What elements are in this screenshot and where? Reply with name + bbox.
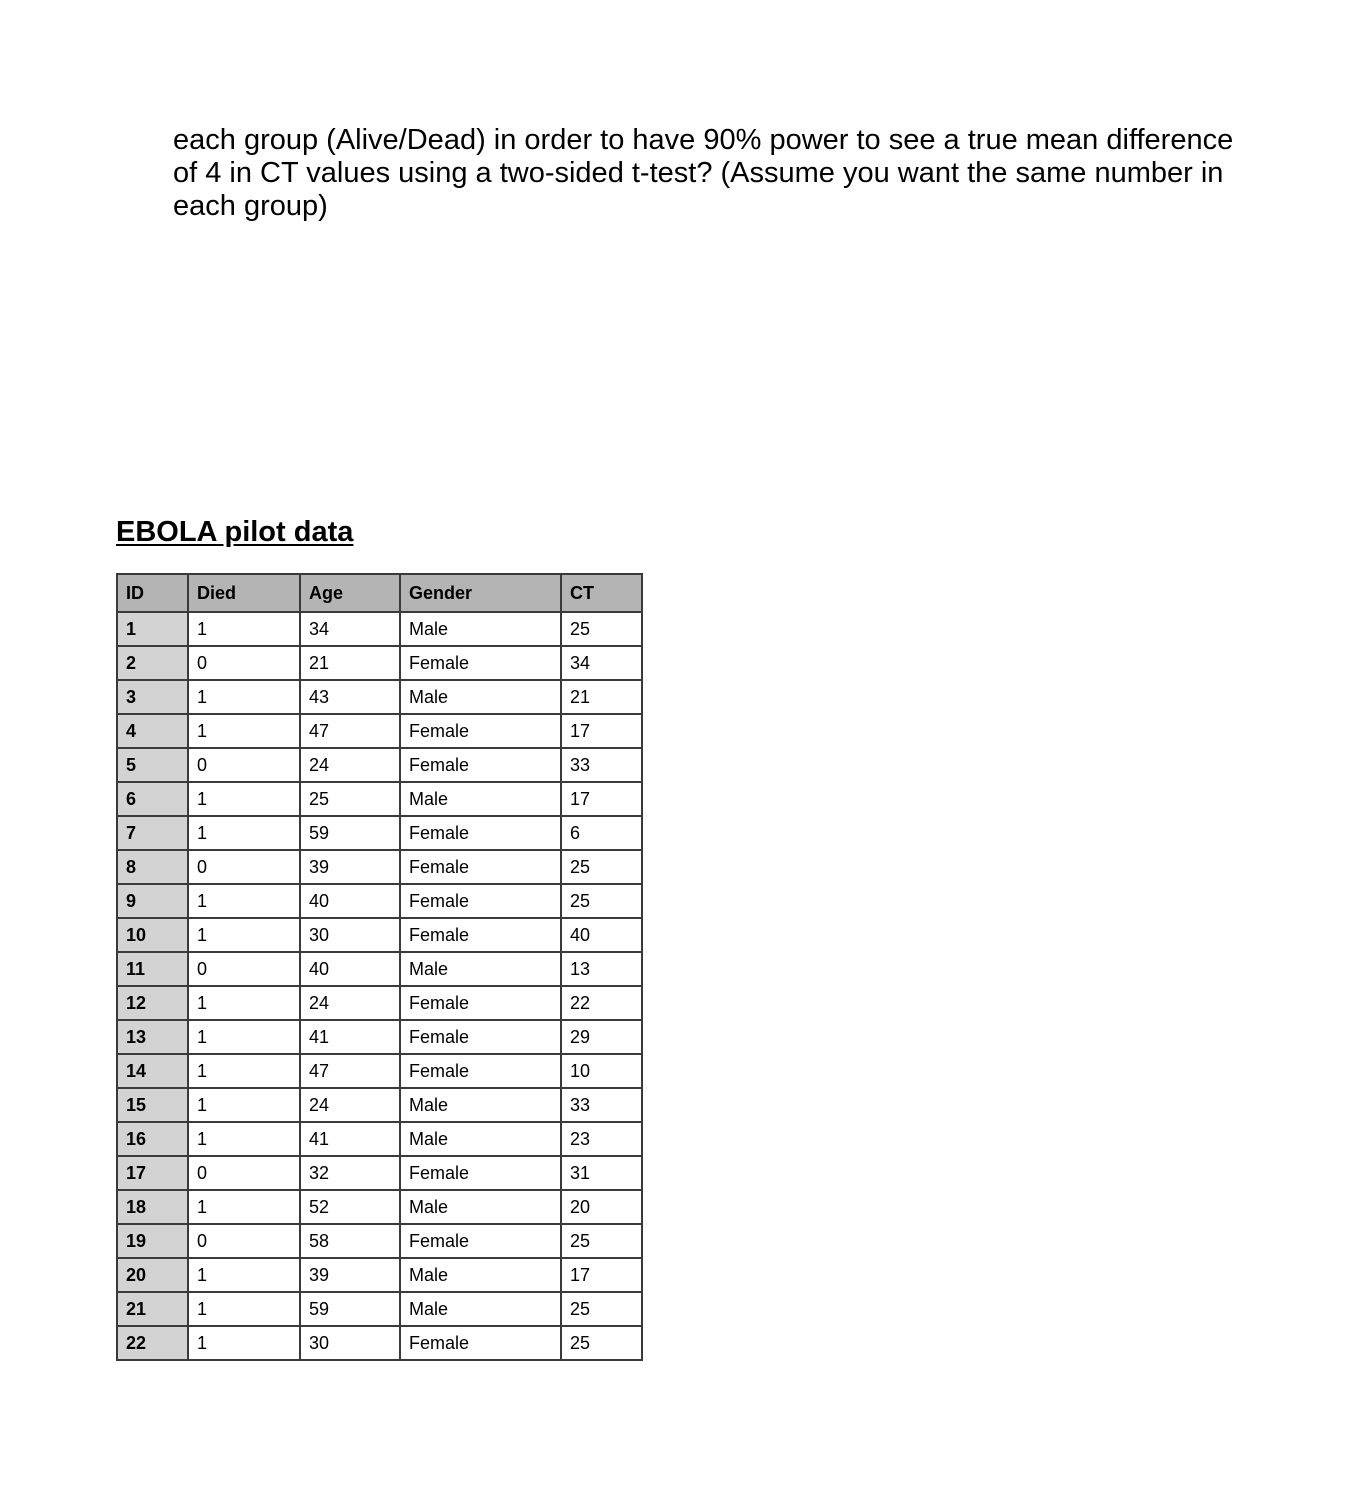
- cell-id: 5: [117, 748, 188, 782]
- cell-died: 0: [188, 1156, 300, 1190]
- table-row: [117, 1054, 642, 1088]
- cell-age: 40: [300, 884, 400, 918]
- cell-ct: 23: [561, 1122, 642, 1156]
- cell-died: 0: [188, 646, 300, 680]
- cell-ct: 17: [561, 1258, 642, 1292]
- cell-died: 0: [188, 1224, 300, 1258]
- table-row: [117, 918, 642, 952]
- cell-ct: 25: [561, 1224, 642, 1258]
- cell-id: 7: [117, 816, 188, 850]
- cell-gender: Male: [400, 952, 561, 986]
- cell-age: 39: [300, 850, 400, 884]
- cell-id: 14: [117, 1054, 188, 1088]
- column-header-ct: CT: [561, 574, 642, 612]
- table-row: [117, 1156, 642, 1190]
- cell-gender: Female: [400, 918, 561, 952]
- cell-id: 11: [117, 952, 188, 986]
- cell-age: 47: [300, 1054, 400, 1088]
- cell-ct: 31: [561, 1156, 642, 1190]
- cell-id: 13: [117, 1020, 188, 1054]
- cell-gender: Female: [400, 714, 561, 748]
- cell-id: 2: [117, 646, 188, 680]
- cell-gender: Male: [400, 782, 561, 816]
- table-row: [117, 1292, 642, 1326]
- table-row: [117, 1122, 642, 1156]
- cell-ct: 17: [561, 782, 642, 816]
- cell-died: 1: [188, 680, 300, 714]
- cell-gender: Male: [400, 680, 561, 714]
- cell-ct: 17: [561, 714, 642, 748]
- cell-gender: Male: [400, 1292, 561, 1326]
- cell-id: 4: [117, 714, 188, 748]
- cell-died: 1: [188, 1088, 300, 1122]
- cell-ct: 29: [561, 1020, 642, 1054]
- cell-age: 52: [300, 1190, 400, 1224]
- cell-died: 0: [188, 748, 300, 782]
- cell-gender: Female: [400, 1224, 561, 1258]
- cell-ct: 22: [561, 986, 642, 1020]
- table-row: [117, 884, 642, 918]
- cell-age: 41: [300, 1122, 400, 1156]
- cell-died: 1: [188, 1292, 300, 1326]
- table-row: [117, 816, 642, 850]
- column-header-age: Age: [300, 574, 400, 612]
- table-row: [117, 1088, 642, 1122]
- table-row: [117, 1020, 642, 1054]
- cell-age: 21: [300, 646, 400, 680]
- cell-gender: Female: [400, 816, 561, 850]
- cell-died: 1: [188, 1190, 300, 1224]
- cell-gender: Male: [400, 1122, 561, 1156]
- cell-ct: 25: [561, 884, 642, 918]
- cell-id: 21: [117, 1292, 188, 1326]
- cell-ct: 25: [561, 850, 642, 884]
- cell-gender: Female: [400, 1020, 561, 1054]
- cell-ct: 21: [561, 680, 642, 714]
- table-row: [117, 748, 642, 782]
- cell-id: 17: [117, 1156, 188, 1190]
- cell-gender: Female: [400, 1156, 561, 1190]
- cell-ct: 13: [561, 952, 642, 986]
- question-text: each group (Alive/Dead) in order to have 90% power to see a true mean difference of 4 in CT values using a two-sided t-test? (Assume you want the same number in each group): [173, 124, 1234, 222]
- cell-ct: 10: [561, 1054, 642, 1088]
- cell-died: 1: [188, 782, 300, 816]
- cell-age: 32: [300, 1156, 400, 1190]
- cell-id: 10: [117, 918, 188, 952]
- cell-died: 1: [188, 1258, 300, 1292]
- cell-gender: Female: [400, 748, 561, 782]
- table-row: [117, 714, 642, 748]
- cell-age: 47: [300, 714, 400, 748]
- cell-id: 12: [117, 986, 188, 1020]
- cell-age: 30: [300, 918, 400, 952]
- cell-age: 25: [300, 782, 400, 816]
- cell-ct: 20: [561, 1190, 642, 1224]
- cell-ct: 6: [561, 816, 642, 850]
- cell-gender: Female: [400, 850, 561, 884]
- cell-gender: Male: [400, 612, 561, 646]
- cell-died: 1: [188, 1326, 300, 1360]
- table-row: [117, 986, 642, 1020]
- cell-age: 24: [300, 748, 400, 782]
- cell-ct: 25: [561, 1326, 642, 1360]
- cell-ct: 33: [561, 748, 642, 782]
- cell-id: 1: [117, 612, 188, 646]
- cell-ct: 40: [561, 918, 642, 952]
- table-row: [117, 646, 642, 680]
- cell-died: 1: [188, 816, 300, 850]
- cell-died: 1: [188, 884, 300, 918]
- cell-id: 15: [117, 1088, 188, 1122]
- table-row: [117, 1224, 642, 1258]
- cell-died: 1: [188, 612, 300, 646]
- cell-gender: Female: [400, 1054, 561, 1088]
- cell-died: 1: [188, 714, 300, 748]
- table-row: [117, 680, 642, 714]
- cell-age: 59: [300, 816, 400, 850]
- cell-died: 0: [188, 952, 300, 986]
- cell-age: 30: [300, 1326, 400, 1360]
- table-row: [117, 1258, 642, 1292]
- cell-id: 19: [117, 1224, 188, 1258]
- cell-died: 1: [188, 1020, 300, 1054]
- cell-age: 41: [300, 1020, 400, 1054]
- cell-gender: Female: [400, 646, 561, 680]
- cell-age: 58: [300, 1224, 400, 1258]
- table-row: [117, 1326, 642, 1360]
- cell-age: 39: [300, 1258, 400, 1292]
- cell-age: 24: [300, 986, 400, 1020]
- cell-id: 9: [117, 884, 188, 918]
- table-header-row: [117, 574, 642, 612]
- cell-gender: Male: [400, 1088, 561, 1122]
- cell-died: 1: [188, 918, 300, 952]
- column-header-died: Died: [188, 574, 300, 612]
- table-row: [117, 850, 642, 884]
- cell-ct: 34: [561, 646, 642, 680]
- cell-ct: 25: [561, 1292, 642, 1326]
- table-row: [117, 612, 642, 646]
- table-body: [117, 612, 642, 1360]
- cell-died: 0: [188, 850, 300, 884]
- cell-id: 20: [117, 1258, 188, 1292]
- cell-age: 34: [300, 612, 400, 646]
- cell-id: 22: [117, 1326, 188, 1360]
- cell-gender: Female: [400, 1326, 561, 1360]
- cell-gender: Male: [400, 1190, 561, 1224]
- cell-age: 24: [300, 1088, 400, 1122]
- cell-ct: 25: [561, 612, 642, 646]
- cell-age: 43: [300, 680, 400, 714]
- table-row: [117, 1190, 642, 1224]
- column-header-gender: Gender: [400, 574, 561, 612]
- cell-age: 59: [300, 1292, 400, 1326]
- cell-died: 1: [188, 1122, 300, 1156]
- cell-died: 1: [188, 1054, 300, 1088]
- cell-age: 40: [300, 952, 400, 986]
- cell-died: 1: [188, 986, 300, 1020]
- cell-gender: Female: [400, 986, 561, 1020]
- cell-id: 18: [117, 1190, 188, 1224]
- cell-gender: Female: [400, 884, 561, 918]
- cell-ct: 33: [561, 1088, 642, 1122]
- table-title: EBOLA pilot data: [116, 516, 354, 548]
- cell-id: 16: [117, 1122, 188, 1156]
- table-row: [117, 952, 642, 986]
- cell-id: 8: [117, 850, 188, 884]
- table-row: [117, 782, 642, 816]
- cell-id: 6: [117, 782, 188, 816]
- cell-id: 3: [117, 680, 188, 714]
- column-header-id: ID: [117, 574, 188, 612]
- cell-gender: Male: [400, 1258, 561, 1292]
- ebola-data-table: [116, 573, 643, 1361]
